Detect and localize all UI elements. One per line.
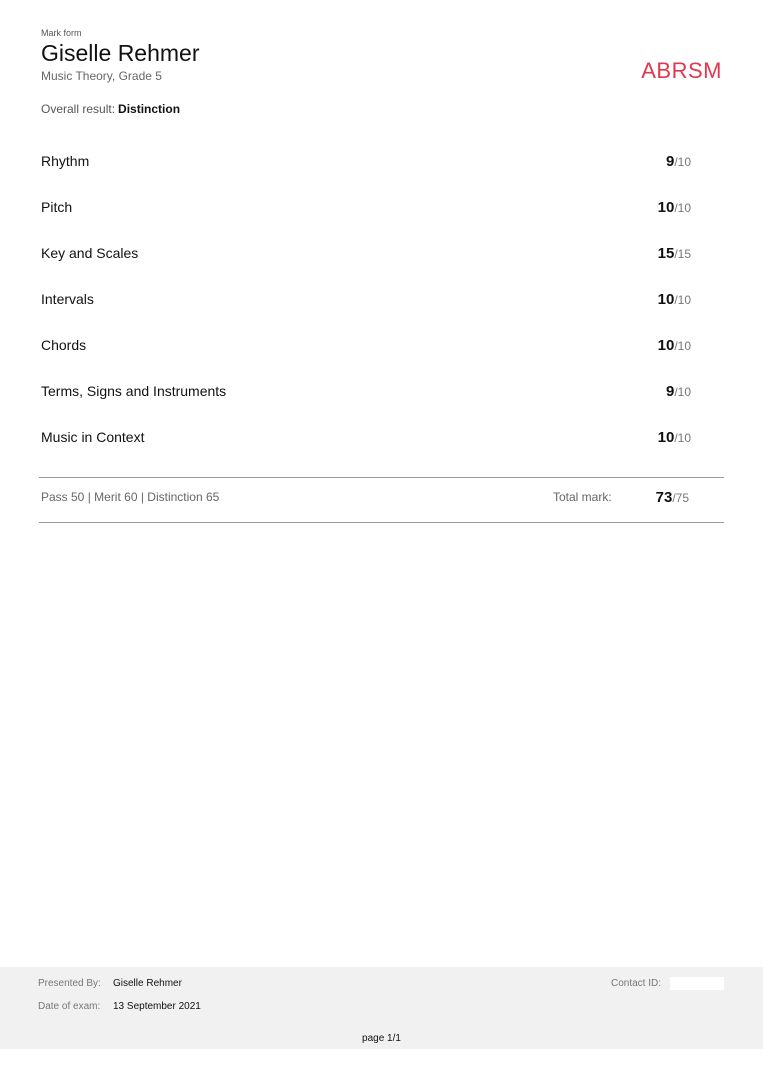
- score-max: /10: [674, 201, 691, 215]
- section-name: Terms, Signs and Instruments: [41, 383, 227, 399]
- section-score: [611, 429, 691, 447]
- page-number: page 1/1: [362, 1033, 401, 1044]
- contact-id-field: [670, 977, 724, 990]
- score-value: 10: [657, 337, 675, 354]
- section-row: [41, 429, 691, 453]
- score-max: /10: [674, 385, 691, 399]
- exam-subject: Music Theory, Grade 5: [41, 69, 162, 83]
- section-score: [611, 153, 691, 171]
- overall-result: [41, 102, 180, 116]
- section-row: [41, 245, 691, 269]
- presented-by-label: Presented By:: [38, 978, 101, 989]
- score-value: 15: [657, 245, 675, 262]
- score-value: 10: [657, 291, 675, 308]
- presented-by-value: Giselle Rehmer: [113, 978, 182, 989]
- section-name: Music in Context: [41, 429, 145, 445]
- section-score: [611, 383, 691, 401]
- section-score: [611, 291, 691, 309]
- section-row: [41, 199, 691, 223]
- section-score: [611, 199, 691, 217]
- section-row: [41, 291, 691, 315]
- score-max: /15: [674, 247, 691, 261]
- overall-result-label: Overall result:: [41, 102, 116, 116]
- exam-date-label: Date of exam:: [38, 1001, 101, 1012]
- section-row: [41, 337, 691, 361]
- score-value: 9: [665, 153, 675, 170]
- total-score-value: 73: [655, 489, 673, 506]
- candidate-name: Giselle Rehmer: [41, 40, 200, 66]
- contact-id-label: Contact ID:: [611, 978, 662, 989]
- section-name: Key and Scales: [41, 245, 139, 261]
- section-score: [611, 245, 691, 263]
- abrsm-logo: ABRSM: [641, 58, 722, 83]
- section-score: [611, 337, 691, 355]
- divider: [39, 522, 724, 523]
- total-mark: [611, 489, 689, 507]
- section-name: Pitch: [41, 199, 73, 215]
- page-footer: [0, 967, 763, 1049]
- section-name: Rhythm: [41, 153, 90, 169]
- section-row: [41, 153, 691, 177]
- score-max: /10: [674, 339, 691, 353]
- grade-thresholds: Pass 50 | Merit 60 | Distinction 65: [41, 490, 220, 504]
- overall-result-value: Distinction: [118, 102, 181, 116]
- total-score-max: /75: [672, 491, 689, 505]
- score-value: 10: [657, 199, 675, 216]
- total-mark-label: Total mark:: [553, 490, 612, 504]
- score-max: /10: [674, 431, 691, 445]
- section-name: Chords: [41, 337, 87, 353]
- score-max: /10: [674, 293, 691, 307]
- divider: [39, 477, 724, 478]
- exam-date-value: 13 September 2021: [113, 1001, 201, 1012]
- form-label: Mark form: [41, 28, 82, 38]
- score-value: 10: [657, 429, 675, 446]
- score-value: 9: [665, 383, 675, 400]
- score-max: /10: [674, 155, 691, 169]
- section-name: Intervals: [41, 291, 94, 307]
- section-row: [41, 383, 691, 407]
